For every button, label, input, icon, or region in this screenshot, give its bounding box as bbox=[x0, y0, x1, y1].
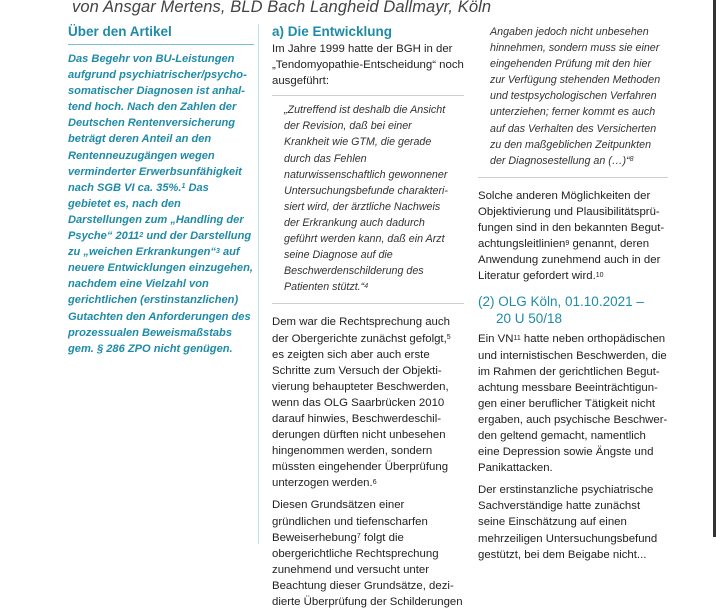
footnote-ref: 3 bbox=[215, 247, 220, 255]
spacer bbox=[272, 304, 464, 314]
author-byline: von Ansgar Mertens, BLD Bach Langheid Dallmayr, Köln bbox=[72, 0, 492, 16]
paragraph-text: folgt die obergerichtliche Rechtsprechung zunehmend und versucht unter Beachtung dieser Grundsätze, dezidierte Überprüfung der Schilderungen bbox=[272, 531, 463, 608]
about-text bbox=[68, 51, 254, 357]
paragraph-text: Dem war die Rechtsprechung auch der Obergerichte zunächst gefolgt, bbox=[272, 316, 450, 345]
paragraph-text: genannt, deren Anwendung zunehmend auch in der Literatur gefordert wird. bbox=[478, 238, 661, 283]
middle-column bbox=[272, 24, 464, 616]
footnote-ref: 1 bbox=[181, 183, 186, 191]
section-heading-entwicklung: a) Die Entwicklung bbox=[272, 24, 393, 39]
paragraph-vn bbox=[478, 331, 668, 476]
footnote-ref: 5 bbox=[446, 334, 451, 342]
footnote-ref: 10 bbox=[595, 271, 604, 279]
footnote-ref: 7 bbox=[356, 533, 361, 541]
paragraph-text: hatte neben orthopädischen und internistischen Beschwerden, die im Rahmen der gerichtlichen Begutachtung messbare Beeinträchtigungen einer beruflicher Tätigkeit nicht ergaben, auch psychische Beschwerden geltend gemacht, namentlich eine Depression sowie Ängste und Panikattacken. bbox=[478, 333, 668, 475]
subsection-heading-line-1: (2) OLG Köln, 01.10.2021 – bbox=[478, 294, 644, 310]
about-text-part-3: und der Darstellung zu „weichen Erkrankungen“ bbox=[68, 230, 252, 259]
about-text-part-2: Das gebietet es, nach den Darstellungen zum „Handling der Psyche“ 2011 bbox=[68, 181, 244, 243]
subsection-heading-olg-koeln bbox=[478, 294, 668, 327]
intro-paragraph: Im Jahre 1999 hatte der BGH in der „Tendomyopathie-Entscheidung“ noch ausgeführt: bbox=[272, 43, 464, 88]
right-column bbox=[478, 24, 668, 569]
quote-text: Angaben jedoch nicht unbesehen hinnehmen, sondern muss sie einer eingehenden Prüfung mit den hier zur Verfügung stehenden Methoden und testpsychologischen Verfahren unterziehen; ferner kommt es auch auf das Verhalten des Versicherten zu den maßgeblichen Zeitpunkten der Diagnosestellung an (…)“ bbox=[490, 26, 661, 167]
paragraph-text: Diesen Grundsätzen einer gründlichen und tiefenscharfen Beweiserhebung bbox=[272, 499, 428, 544]
footnote-ref: 2 bbox=[139, 231, 144, 239]
quote-text: „Zutreffend ist deshalb die Ansicht der Revision, daß bei einer Krankheit wie GTM, die gerade durch das Fehlen naturwissenschaftlich gewonnener Untersuchungsbefunde charakterisiert wird, der ärztliche Nachweis der Erkrankung auch dadurch geführt werden kann, daß ein Arzt seine Diagnose auf die Beschwerdenschilderung des Patienten stützt.“ bbox=[284, 104, 448, 294]
footnote-ref: 4 bbox=[364, 282, 369, 290]
about-article-column bbox=[68, 24, 254, 357]
paragraph-obergerichte bbox=[272, 314, 464, 491]
footnote-ref: 8 bbox=[629, 156, 634, 164]
paragraph-text: Ein VN bbox=[478, 333, 514, 346]
paragraph-text: Solche anderen Möglichkeiten der Objektivierung und Plausibilitätsprüfungen sind in den bekannten Begutachtungsleitlinien bbox=[478, 189, 665, 251]
subsection-heading-line-2: 20 U 50/18 bbox=[496, 310, 563, 326]
about-heading: Über den Artikel bbox=[68, 24, 254, 45]
paragraph-text: es zeigten sich aber auch erste Schritte zum Versuch der Objektivierung behaupteter Beschwerden, wenn das OLG Saarbrücken 2010 darauf hinwies, Beschwerdeschilderungen dürften nicht unbesehen hingenommen werden, sondern müssten eingehender Überprüfung unterzogen werden. bbox=[272, 348, 449, 490]
footnote-ref: 9 bbox=[565, 239, 570, 247]
paragraph-objektivierung bbox=[478, 188, 668, 285]
bgh-quote bbox=[272, 95, 464, 304]
footnote-ref: 6 bbox=[372, 478, 377, 486]
quote-continuation bbox=[478, 24, 668, 178]
spacer bbox=[478, 178, 668, 188]
paragraph-sachverstaendige: Der erstinstanzliche psychiatrische Sachverständige hatte zunächst seine Einschätzung auf einen mehrzeiligen Untersuchungsbefund gestützt, bei dem Beigabe nicht... bbox=[478, 484, 658, 561]
paragraph-grundsaetze bbox=[272, 497, 464, 610]
about-text-part-1: Das Begehr von BU-Leistungen aufgrund psychiatrischer/psychosomatischer Diagnosen ist anhaltend hoch. Nach den Zahlen der Deutschen Rentenversicherung beträgt deren Anteil an den Rentenneuzugängen wegen verminderter Erwerbsunfähigkeit nach SGB VI ca. 35%. bbox=[68, 53, 247, 194]
footnote-ref: 11 bbox=[513, 334, 521, 342]
about-text-part-4: auf neuere Entwicklungen einzugehen, nachdem eine Vielzahl von gerichtlichen (erstinstanzlichen) Gutachten den Anforderungen des prozessualen Beweismaßstabs gem. § 286 ZPO nicht genügen. bbox=[68, 246, 253, 355]
column-divider bbox=[258, 24, 259, 544]
